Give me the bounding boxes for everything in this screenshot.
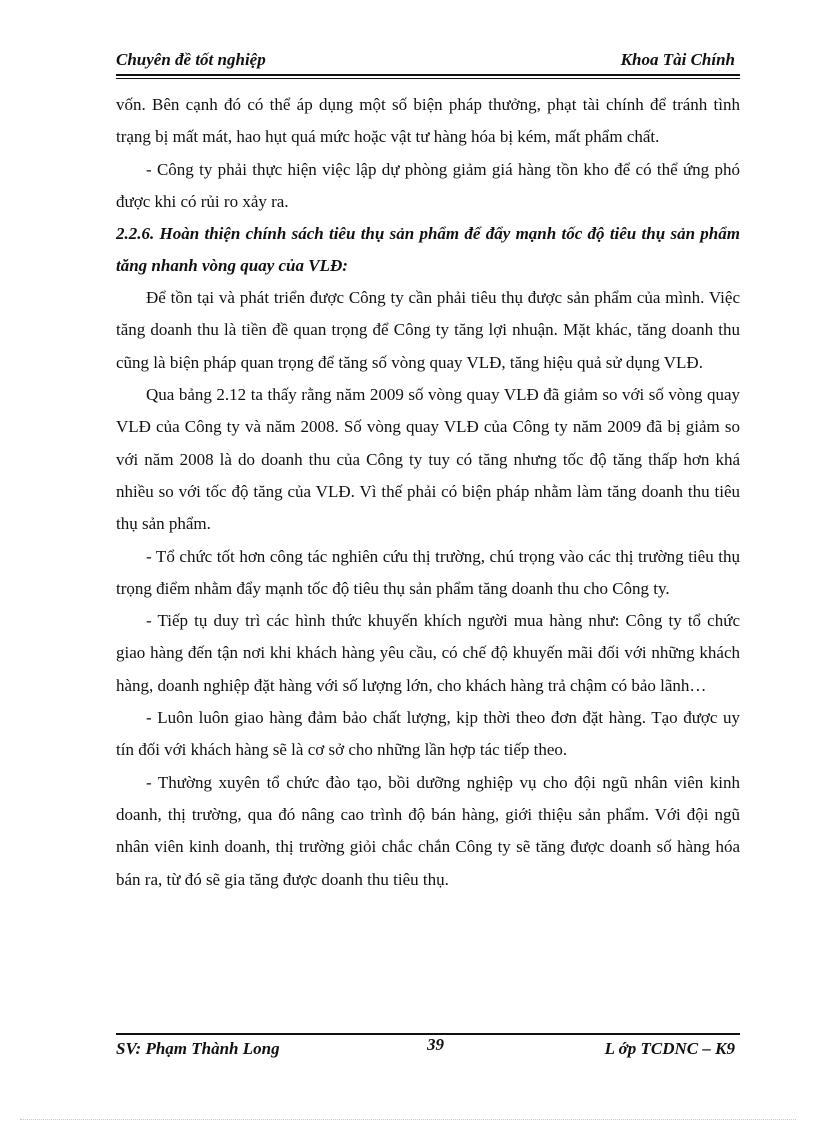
paragraph-customer-incentives: - Tiếp tụ duy trì các hình thức khuyến khích người mua hàng như: Công ty tổ chức giao hàng đến tận nơi khi khách hàng yêu cầu, có chế độ khuyến mãi đối với những khách hàng, doanh nghiệp đặt hàng với số lượng lớn, cho khách hàng trả chậm có bảo lãnh… [116,611,740,695]
paragraph-delivery-quality: - Luôn luôn giao hàng đảm bảo chất lượng, kịp thời theo đơn đặt hàng. Tạo được uy tín đối với khách hàng sẽ là cơ sở cho những lần hợp tác tiếp theo. [116,708,740,760]
header-course-title: Chuyên đề tốt nghiệp [116,50,266,69]
paragraph-inventory-provision: - Công ty phải thực hiện việc lập dự phòng giảm giá hàng tồn kho để có thể ứng phó được khi có rủi ro xảy ra. [116,159,740,211]
footer-class: L ớp TCDNC – K9 [604,1039,735,1058]
document-body [116,89,740,896]
page-bottom-edge [20,1119,796,1120]
paragraph-continuation: vốn. Bên cạnh đó có thể áp dụng một số biện pháp thưởng, phạt tài chính để tránh tình trạng bị mất mát, hao hụt quá mức hoặc vật tư hàng hóa bị kém, mất phẩm chất. [116,95,740,147]
paragraph-table-2-12: Qua bảng 2.12 ta thấy rằng năm 2009 số vòng quay VLĐ đã giảm so với số vòng quay VLĐ của Công ty và năm 2008. Số vòng quay VLĐ của Công ty năm 2009 đã bị giảm so với năm 2008 là do doanh thu của Công ty tuy có tăng nhưng tốc độ tăng thấp hơn khá nhiều so với tốc độ tăng của VLĐ. Vì thế phải có biện pháp nhằm làm tăng doanh thu tiêu thụ sản phẩm. [116,385,740,534]
page-footer [116,1037,739,1063]
section-heading-2-2-6: 2.2.6. Hoàn thiện chính sách tiêu thụ sản phẩm để đẩy mạnh tốc độ tiêu thụ sản phẩm tăng nhanh vòng quay của VLĐ: [116,224,740,276]
header-rule-thick [116,74,740,76]
page-number: 39 [427,1035,444,1054]
paragraph-staff-training: - Thường xuyên tổ chức đào tạo, bồi dưỡng nghiệp vụ cho đội ngũ nhân viên kinh doanh, thị trường, qua đó nâng cao trình độ bán hàng, giới thiệu sản phẩm. Với đội ngũ nhân viên kinh doanh, thị trường giỏi chắc chắn Công ty sẽ tăng được doanh số hàng hóa bán ra, từ đó sẽ gia tăng được doanh thu tiêu thụ. [116,772,740,889]
paragraph-revenue-growth: Để tồn tại và phát triển được Công ty cần phải tiêu thụ được sản phẩm của mình. Việc tăng doanh thu là tiền đề quan trọng để Công ty tăng lợi nhuận. Mặt khác, tăng doanh thu cũng là biện pháp quan trọng để tăng số vòng quay VLĐ, tăng hiệu quả sử dụng VLĐ. [116,288,740,372]
header-rule-thin [116,78,740,79]
footer-student-name: SV: Phạm Thành Long [116,1039,280,1058]
paragraph-market-research: - Tổ chức tốt hơn công tác nghiên cứu thị trường, chú trọng vào các thị trường tiêu thụ trọng điểm nhằm đẩy mạnh tốc độ tiêu thụ sản phẩm tăng doanh thu cho Công ty. [116,546,740,598]
page-header [116,48,739,74]
header-faculty: Khoa Tài Chính [620,50,735,69]
